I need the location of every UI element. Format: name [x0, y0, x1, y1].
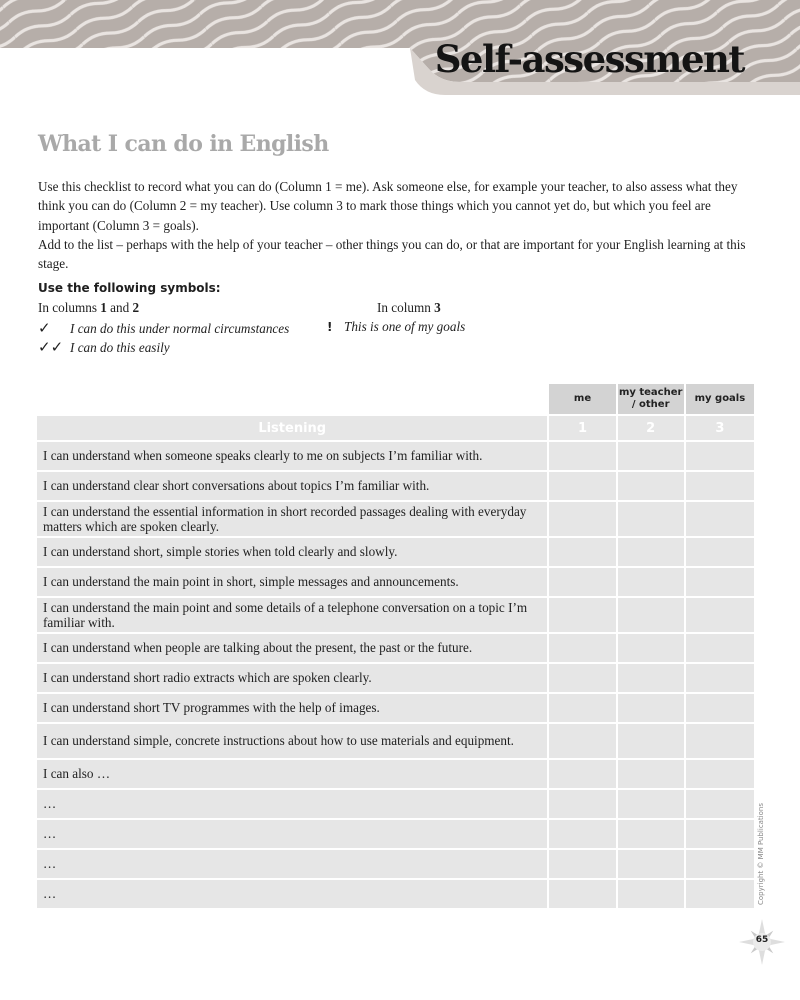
table-row	[37, 694, 754, 722]
table-row	[37, 472, 754, 500]
listening-checklist-table	[37, 382, 754, 910]
statement-text: I can understand the main point and some details of a telephone conversation on a topic I’m familiar with.	[37, 598, 549, 632]
teacher-checkbox-cell[interactable]	[618, 442, 686, 470]
statement-text: I can understand clear short conversations about topics I’m familiar with.	[37, 472, 549, 500]
goals-checkbox-cell[interactable]	[686, 442, 754, 470]
statement-text[interactable]: …	[37, 790, 549, 818]
double-tick-icon: ✓✓	[38, 340, 64, 356]
me-checkbox-cell[interactable]	[549, 850, 617, 878]
banner-title: Self-assessment	[434, 37, 744, 81]
table-row	[37, 634, 754, 662]
statement-text: I can understand the essential information in short recorded passages dealing with everyday matters which are spoken clearly.	[37, 502, 549, 536]
goals-checkbox-cell[interactable]	[686, 538, 754, 566]
statement-text: I can understand short TV programmes with the help of images.	[37, 694, 549, 722]
me-checkbox-cell[interactable]	[549, 760, 617, 788]
statement-text: I can understand simple, concrete instructions about how to use materials and equipment.	[37, 724, 549, 758]
goals-checkbox-cell[interactable]	[686, 634, 754, 662]
table-row	[37, 502, 754, 536]
me-checkbox-cell[interactable]	[549, 694, 617, 722]
statement-text[interactable]: …	[37, 820, 549, 848]
page-heading: What I can do in English	[38, 131, 329, 157]
table-row	[37, 568, 754, 596]
column-3-label: In column 3	[377, 300, 441, 315]
me-checkbox-cell[interactable]	[549, 442, 617, 470]
intro-paragraph-2: Add to the list – perhaps with the help of your teacher – other things you can do, or that are important for your English learning at this stage.	[38, 236, 746, 272]
statement-text[interactable]: …	[37, 850, 549, 878]
header-my-goals: my goals	[686, 384, 754, 414]
section-title: Listening	[37, 416, 549, 440]
goals-checkbox-cell[interactable]	[686, 820, 754, 848]
me-checkbox-cell[interactable]	[549, 472, 617, 500]
me-checkbox-cell[interactable]	[549, 568, 617, 596]
page-number: 65	[755, 935, 769, 945]
me-checkbox-cell[interactable]	[549, 538, 617, 566]
header-me: me	[549, 384, 617, 414]
statement-text[interactable]: I can also …	[37, 760, 549, 788]
copyright-notice: Copyright © MM Publications	[757, 802, 765, 905]
tick-legend: ✓ I can do this under normal circumstances	[38, 321, 290, 337]
double-tick-legend: ✓✓ I can do this easily	[38, 340, 170, 356]
me-checkbox-cell[interactable]	[549, 724, 617, 758]
teacher-checkbox-cell[interactable]	[618, 634, 686, 662]
column-header-row	[37, 384, 754, 414]
table-row	[37, 790, 754, 818]
statement-text: I can understand when someone speaks clearly to me on subjects I’m familiar with.	[37, 442, 549, 470]
table-row	[37, 442, 754, 470]
section-header-row	[37, 416, 754, 440]
page-banner	[0, 0, 800, 95]
goals-checkbox-cell[interactable]	[686, 664, 754, 692]
column-number-3: 3	[686, 416, 754, 440]
table-row	[37, 538, 754, 566]
teacher-checkbox-cell[interactable]	[618, 598, 686, 632]
teacher-checkbox-cell[interactable]	[618, 664, 686, 692]
teacher-checkbox-cell[interactable]	[618, 472, 686, 500]
me-checkbox-cell[interactable]	[549, 790, 617, 818]
goal-legend: ! This is one of my goals	[327, 319, 466, 334]
goals-checkbox-cell[interactable]	[686, 694, 754, 722]
me-checkbox-cell[interactable]	[549, 664, 617, 692]
teacher-checkbox-cell[interactable]	[618, 694, 686, 722]
me-checkbox-cell[interactable]	[549, 634, 617, 662]
me-checkbox-cell[interactable]	[549, 820, 617, 848]
table-row	[37, 760, 754, 788]
statement-text: I can understand when people are talking about the present, the past or the future.	[37, 634, 549, 662]
goals-checkbox-cell[interactable]	[686, 502, 754, 536]
teacher-checkbox-cell[interactable]	[618, 538, 686, 566]
table-row	[37, 850, 754, 878]
goals-checkbox-cell[interactable]	[686, 880, 754, 908]
teacher-checkbox-cell[interactable]	[618, 724, 686, 758]
me-checkbox-cell[interactable]	[549, 502, 617, 536]
goals-checkbox-cell[interactable]	[686, 568, 754, 596]
tick-icon: ✓	[38, 321, 51, 337]
columns-1-2-label: In columns 1 and 2	[38, 300, 140, 315]
goals-checkbox-cell[interactable]	[686, 724, 754, 758]
teacher-checkbox-cell[interactable]	[618, 850, 686, 878]
statement-text: I can understand short, simple stories when told clearly and slowly.	[37, 538, 549, 566]
goals-checkbox-cell[interactable]	[686, 850, 754, 878]
table-row	[37, 820, 754, 848]
column-number-1: 1	[549, 416, 617, 440]
table-row	[37, 598, 754, 632]
teacher-checkbox-cell[interactable]	[618, 760, 686, 788]
page-number-badge	[739, 919, 785, 965]
statement-text: I can understand the main point in short, simple messages and announcements.	[37, 568, 549, 596]
goals-checkbox-cell[interactable]	[686, 472, 754, 500]
table-row	[37, 724, 754, 758]
teacher-checkbox-cell[interactable]	[618, 568, 686, 596]
exclamation-icon: !	[327, 320, 333, 334]
intro-text	[38, 177, 758, 273]
me-checkbox-cell[interactable]	[549, 598, 617, 632]
goals-checkbox-cell[interactable]	[686, 598, 754, 632]
table-row	[37, 664, 754, 692]
me-checkbox-cell[interactable]	[549, 880, 617, 908]
goals-checkbox-cell[interactable]	[686, 790, 754, 818]
teacher-checkbox-cell[interactable]	[618, 790, 686, 818]
column-number-2: 2	[618, 416, 686, 440]
symbols-title: Use the following symbols:	[38, 281, 221, 295]
statement-text: I can understand short radio extracts which are spoken clearly.	[37, 664, 549, 692]
teacher-checkbox-cell[interactable]	[618, 502, 686, 536]
statement-text[interactable]: …	[37, 880, 549, 908]
table-row	[37, 880, 754, 908]
intro-paragraph-1: Use this checklist to record what you can do (Column 1 = me). Ask someone else, for example your teacher, to also assess what they think you can do (Column 2 = my teacher). Use column 3 to mark those things which you cannot yet do, but which you feel are important (Column 3 = goals).	[38, 179, 738, 233]
teacher-checkbox-cell[interactable]	[618, 820, 686, 848]
goals-checkbox-cell[interactable]	[686, 760, 754, 788]
teacher-checkbox-cell[interactable]	[618, 880, 686, 908]
header-my-teacher: my teacher / other	[618, 384, 686, 414]
